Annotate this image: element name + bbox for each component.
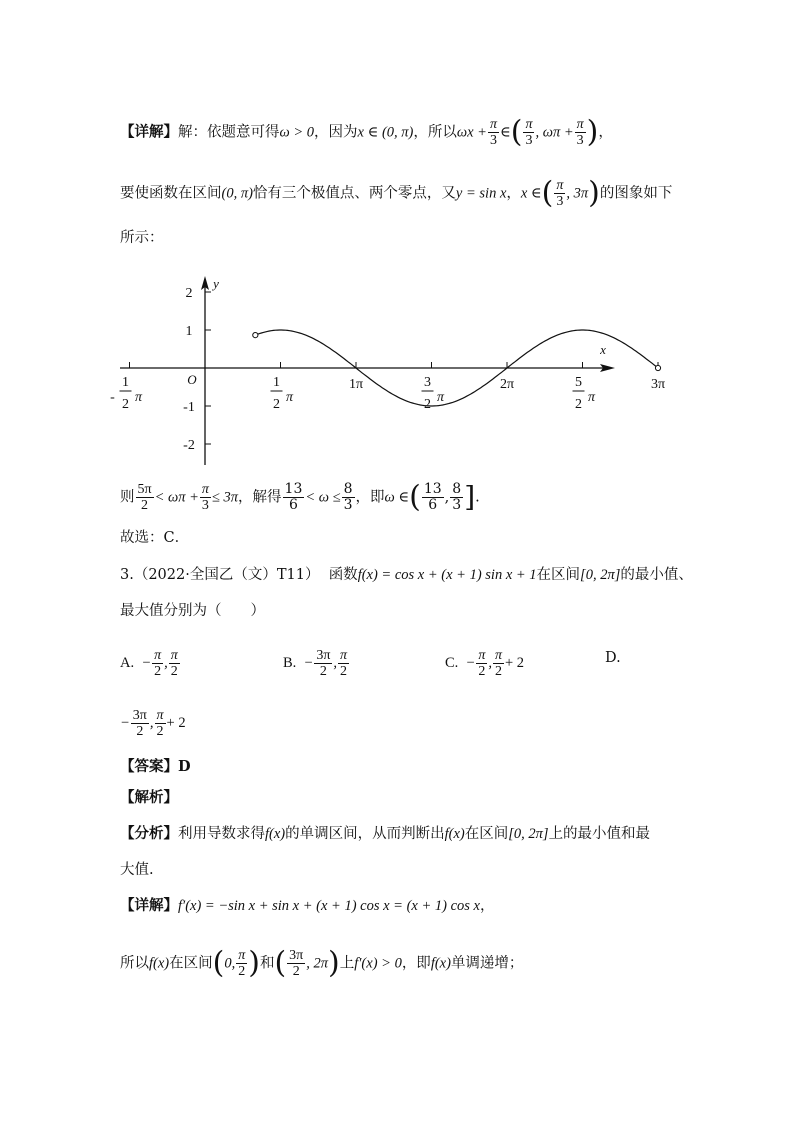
formula: ∈ bbox=[499, 124, 511, 141]
text: 和 bbox=[259, 955, 275, 972]
x-tick-pi: π bbox=[285, 390, 294, 405]
axes bbox=[120, 276, 615, 465]
open-endpoint-left bbox=[253, 332, 258, 337]
detail-line-2: 要使函数在区间(0, π)恰有三个极值点、两个零点，又y = sin x，x ∈( $\frac{\pi}{3}$ , 3π)的图象如下 bbox=[120, 175, 673, 211]
x-tick-label bbox=[271, 375, 294, 412]
choice-line: 故选：C． bbox=[120, 530, 190, 546]
x-tick-numerator: 3 bbox=[424, 375, 431, 390]
formula: f(x) bbox=[265, 826, 286, 842]
formula: ω > 0 bbox=[279, 124, 315, 141]
formula: , 2π bbox=[306, 955, 329, 972]
formula: ≤ 3π bbox=[211, 489, 239, 506]
x-tick-sign: - bbox=[110, 390, 115, 405]
text: ，解得 bbox=[238, 489, 282, 506]
formula: (0, π) bbox=[221, 185, 253, 202]
text: 的单调区间，从而判断出 bbox=[285, 826, 445, 842]
text: 所以 bbox=[120, 955, 149, 972]
x-tick-pi: π bbox=[134, 390, 143, 405]
y-axis-label: y bbox=[213, 276, 219, 291]
ticks bbox=[110, 286, 665, 453]
y-tick-label: -1 bbox=[183, 400, 195, 415]
fraction: $\frac{3\pi}{2}$ bbox=[132, 708, 147, 739]
detail-tag: 【详解】 bbox=[120, 123, 178, 141]
option-c[interactable]: C. − $\frac{\pi}{2}$ , $\frac{\pi}{2}$ + 2 bbox=[445, 648, 525, 679]
sine-graph bbox=[0, 270, 794, 470]
x-tick-label bbox=[573, 375, 596, 412]
answer-line: 【答案】D bbox=[120, 758, 191, 775]
fraction: $\frac{\pi}{2}$ bbox=[478, 648, 486, 679]
x-tick-denominator: 2 bbox=[424, 397, 431, 412]
formula: < ωπ + bbox=[154, 489, 199, 506]
fraction: $\frac{\pi}{3}$ bbox=[489, 117, 497, 148]
x-tick-label bbox=[500, 377, 514, 392]
fraction: $\frac{3\pi}{2}$ bbox=[316, 648, 331, 679]
fraction: $\frac{\pi}{2}$ bbox=[238, 948, 246, 979]
formula: f(x) = cos x + (x + 1) sin x + 1 bbox=[357, 567, 537, 583]
fraction: $\frac{8}{3}$ bbox=[343, 481, 353, 513]
text: 单调递增； bbox=[450, 955, 524, 972]
text: 的最小值、 bbox=[620, 567, 693, 583]
text: 则 bbox=[120, 489, 135, 506]
origin-label: O bbox=[187, 372, 197, 387]
text: ，即 bbox=[355, 489, 385, 506]
question-number: 3.（2022·全国乙（文）T11） bbox=[120, 567, 320, 583]
x-tick-label bbox=[110, 375, 143, 412]
text: 在区间 bbox=[536, 567, 581, 583]
formula: ω ∈ bbox=[384, 489, 410, 506]
text: 在区间 bbox=[169, 955, 213, 972]
text: ，因为 bbox=[314, 124, 358, 141]
x-tick-text: 3π bbox=[650, 377, 666, 392]
text: 函数 bbox=[328, 567, 358, 583]
endpoint-right bbox=[655, 365, 660, 370]
fraction: $\frac{\pi}{2}$ bbox=[494, 648, 502, 679]
formula: ωx + bbox=[456, 124, 487, 141]
formula: f′(x) = −sin x + sin x + (x + 1) cos x = (x + 1) cos x bbox=[178, 898, 480, 914]
option-d[interactable]: − $\frac{3\pi}{2}$ , $\frac{\pi}{2}$ + 2 bbox=[120, 708, 186, 739]
x-tick-numerator: 5 bbox=[575, 375, 582, 390]
fraction: $\frac{\pi}{3}$ bbox=[556, 178, 564, 209]
formula: f′(x) > 0 bbox=[354, 955, 402, 972]
text: 解：依题意可得 bbox=[178, 124, 280, 141]
text: 恰有三个极值点、两个零点，又 bbox=[252, 185, 456, 202]
y-tick-label: -2 bbox=[183, 438, 195, 453]
fraction: $\frac{\pi}{3}$ bbox=[576, 117, 584, 148]
formula: f(x) bbox=[430, 955, 451, 972]
x-tick-numerator: 1 bbox=[273, 375, 280, 390]
fraction: $\frac{\pi}{2}$ bbox=[156, 708, 164, 739]
text: 的图象如下 bbox=[599, 185, 673, 202]
text: 利用导数求得 bbox=[178, 826, 265, 842]
option-d-label[interactable]: D. bbox=[605, 650, 621, 666]
formula: , 3π bbox=[566, 185, 589, 202]
x-tick-text: 2π bbox=[499, 377, 515, 392]
formula: [0, 2π] bbox=[508, 826, 549, 842]
x-tick-label bbox=[349, 377, 363, 392]
fraction: $\frac{13}{6}$ bbox=[423, 481, 442, 513]
fraction: $\frac{3\pi}{2}$ bbox=[289, 948, 304, 979]
text: ， bbox=[479, 898, 495, 914]
y-tick-label: 1 bbox=[185, 324, 193, 339]
text: ，即 bbox=[401, 955, 431, 972]
fraction: $\frac{8}{3}$ bbox=[452, 481, 462, 513]
question-3-line-1 bbox=[120, 565, 693, 585]
fraction: $\frac{\pi}{3}$ bbox=[525, 117, 533, 148]
option-b[interactable]: B. − $\frac{3\pi}{2}$ , $\frac{\pi}{2}$ bbox=[283, 648, 348, 679]
text: 在区间 bbox=[464, 826, 509, 842]
fraction: $\frac{\pi}{3}$ bbox=[201, 482, 209, 513]
x-tick-numerator: 1 bbox=[122, 375, 129, 390]
x-tick-text: 1π bbox=[348, 377, 364, 392]
text: 要使函数在区间 bbox=[120, 185, 222, 202]
detail-line-1: 【详解】解：依题意可得ω > 0，因为x ∈ (0, π)，所以ωx + $\frac{\pi}{3}$ ∈( $\frac{\pi}{3}$ , ωπ + $\frac{\pi}{3}$ )， bbox=[120, 114, 613, 150]
text: ， bbox=[506, 185, 521, 202]
x-tick-pi: π bbox=[587, 390, 596, 405]
formula: y = sin x bbox=[455, 185, 507, 202]
formula: f(x) bbox=[149, 955, 170, 972]
x-tick-denominator: 2 bbox=[575, 397, 582, 412]
detail-line-4: 则 $\frac{5\pi}{2}$ < ωπ + $\frac{\pi}{3}$ ≤ 3π，解得 $\frac{13}{6}$ < ω ≤ $\frac{8}{3}$ ，即ω ∈( $\frac{13}{6}$ , $\frac{8}{3}$ ]. bbox=[120, 479, 480, 515]
fraction: $\frac{\pi}{2}$ bbox=[170, 648, 178, 679]
x-axis-label: x bbox=[600, 342, 606, 357]
text: ，所以 bbox=[413, 124, 457, 141]
x-tick-denominator: 2 bbox=[122, 397, 129, 412]
detail-tag: 【详解】 bbox=[120, 897, 178, 914]
formula: x ∈ bbox=[520, 185, 542, 202]
question-3-line-2: 最大值分别为（ ） bbox=[120, 603, 265, 619]
x-tick-label bbox=[651, 377, 665, 392]
detail-line-3: 所示： bbox=[120, 230, 164, 246]
analysis-line-2: 大值. bbox=[120, 862, 154, 878]
formula: 0, bbox=[224, 955, 236, 972]
formula: f(x) bbox=[444, 826, 465, 842]
analysis-heading: 【解析】 bbox=[120, 789, 178, 806]
formula: < ω ≤ bbox=[305, 489, 341, 506]
text: 上 bbox=[339, 955, 355, 972]
fraction: $\frac{\pi}{2}$ bbox=[340, 648, 348, 679]
text: . bbox=[475, 489, 480, 506]
fraction: $\frac{13}{6}$ bbox=[284, 481, 303, 513]
x-tick-denominator: 2 bbox=[273, 397, 280, 412]
fraction: $\frac{5\pi}{2}$ bbox=[137, 482, 152, 513]
text: 上的最小值和最 bbox=[548, 826, 651, 842]
x-tick-pi: π bbox=[436, 390, 445, 405]
analysis-tag: 【分析】 bbox=[120, 825, 178, 842]
option-a[interactable]: A. − $\frac{\pi}{2}$ , $\frac{\pi}{2}$ bbox=[120, 648, 178, 679]
detail2-line-2: 所以f(x)在区间(0, $\frac{\pi}{2}$ )和( $\frac{3\pi}{2}$ , 2π)上f′(x) > 0，即f(x)单调递增； bbox=[120, 945, 524, 981]
formula: x ∈ (0, π) bbox=[357, 124, 414, 141]
analysis-line-1 bbox=[120, 824, 650, 844]
detail2-line-1 bbox=[120, 896, 494, 916]
fraction: $\frac{\pi}{2}$ bbox=[154, 648, 162, 679]
formula: , ωπ + bbox=[535, 124, 574, 141]
formula: [0, 2π] bbox=[580, 567, 621, 583]
text: ， bbox=[598, 124, 613, 141]
y-tick-label: 2 bbox=[185, 286, 193, 301]
